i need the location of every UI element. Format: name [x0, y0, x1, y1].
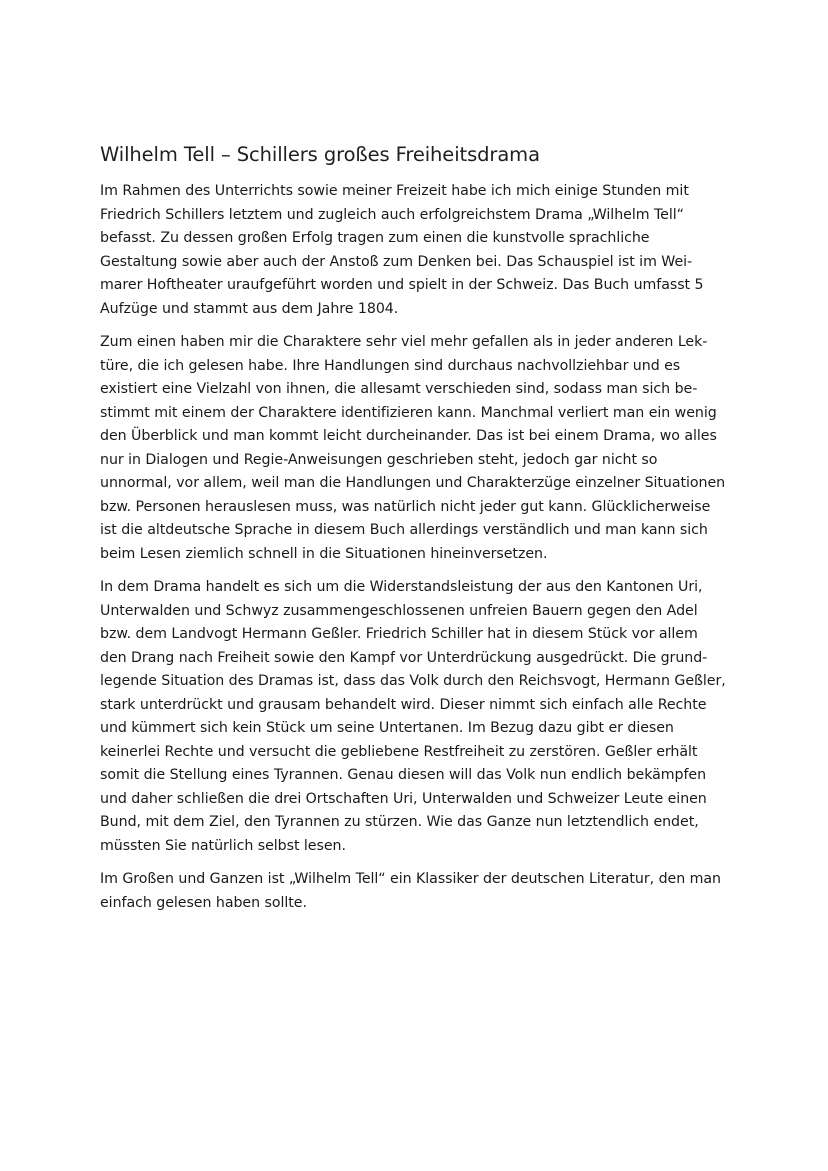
document-body: [100, 142, 728, 925]
document-title: Wilhelm Tell – Schillers großes Freiheitsdrama: [100, 143, 540, 166]
paragraph-conclusion: Im Großen und Ganzen ist „Wilhelm Tell“ ein Klassiker der deutschen Literatur, den man einfach gelesen haben sollte.: [100, 871, 721, 911]
paragraph-characters: Zum einen haben mir die Charaktere sehr viel mehr gefallen als in jeder anderen Lektüre, die ich gelesen habe. Ihre Handlungen sind durchaus nachvollziehbar und es existiert eine Vielzahl von ihnen, die allesamt verschieden sind, sodass man sich bestimmt mit einem der Charaktere identifizieren kann. Manchmal verliert man ein wenig den Überblick und man kommt leicht durcheinander. Das ist bei einem Drama, wo alles nur in Dialogen und Regie-Anweisungen geschrieben steht, jedoch gar nicht so unnormal, vor allem, weil man die Handlungen und Charakterzüge einzelner Situationen bzw. Personen herauslesen muss, was natürlich nicht jeder gut kann. Glücklicherweise ist die altdeutsche Sprache in diesem Buch allerdings verständlich und man kann sich beim Lesen ziemlich schnell in die Situationen hineinversetzen.: [100, 334, 726, 562]
paragraph-plot: In dem Drama handelt es sich um die Widerstandsleistung der aus den Kantonen Uri, Unterwalden und Schwyz zusammengeschlossenen unfreien Bauern gegen den Adel bzw. dem Landvogt Hermann Geßler. Friedrich Schiller hat in diesem Stück vor allem den Drang nach Freiheit sowie den Kampf vor Unterdrückung ausgedrückt. Die grundlegende Situation des Dramas ist, dass das Volk durch den Reichsvogt, Hermann Geßler, stark unterdrückt und grausam behandelt wird. Dieser nimmt sich einfach alle Rechte und kümmert sich kein Stück um seine Untertanen. Im Bezug dazu gibt er diesen keinerlei Rechte und versucht die gebliebene Restfreiheit zu zerstören. Geßler erhält somit die Stellung eines Tyrannen. Genau diesen will das Volk nun endlich bekämpfen und daher schließen die drei Ortschaften Uri, Unterwalden und Schweizer Leute einen Bund, mit dem Ziel, den Tyrannen zu stürzen. Wie das Ganze nun letztendlich endet, müssten Sie natürlich selbst lesen.: [100, 579, 726, 854]
paragraph-intro: Im Rahmen des Unterrichts sowie meiner Freizeit habe ich mich einige Stunden mit Friedrich Schillers letztem und zugleich auch erfolgreichstem Drama „Wilhelm Tell“ befasst. Zu dessen großen Erfolg tragen zum einen die kunstvolle sprachliche Gestaltung sowie aber auch der Anstoß zum Denken bei. Das Schauspiel ist im Weimarer Hoftheater uraufgeführt worden und spielt in der Schweiz. Das Buch umfasst 5 Aufzüge und stammt aus dem Jahre 1804.: [100, 183, 704, 317]
